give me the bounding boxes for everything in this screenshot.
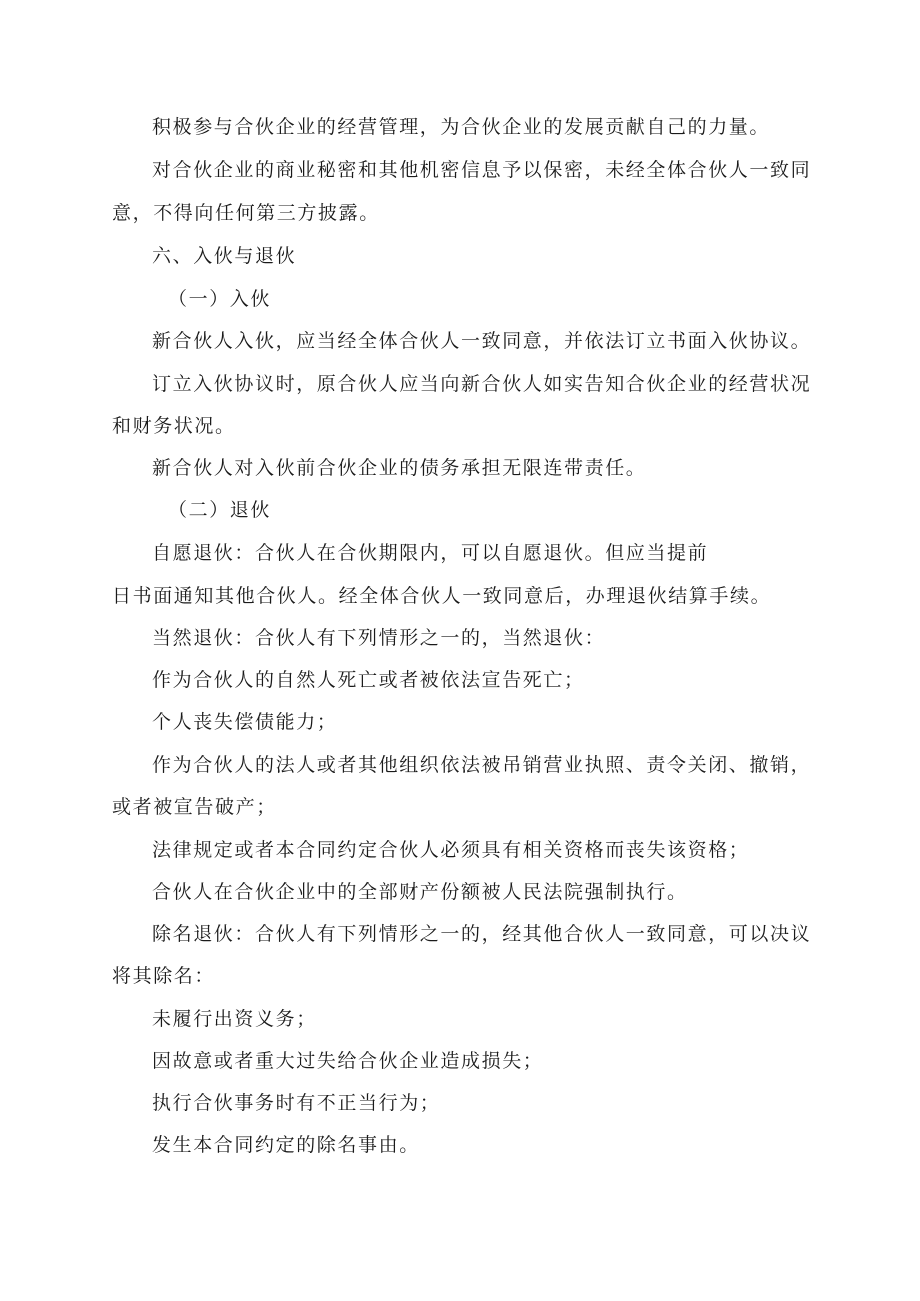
paragraph-line: 合伙人在合伙企业中的全部财产份额被人民法院强制执行。 bbox=[152, 881, 688, 903]
paragraph-line: 作为合伙人的自然人死亡或者被依法宣告死亡； bbox=[152, 669, 585, 691]
subsection-heading: （一）入伙 bbox=[168, 288, 272, 310]
paragraph-line: 积极参与合伙企业的经营管理，为合伙企业的发展贡献自己的力量。 bbox=[152, 116, 771, 138]
paragraph-line: 自愿退伙：合伙人在合伙期限内，可以自愿退伙。但应当提前 bbox=[152, 542, 709, 564]
paragraph-line: 个人丧失偿债能力； bbox=[152, 711, 338, 733]
paragraph-line: 因故意或者重大过失给合伙企业造成损失； bbox=[152, 1050, 544, 1072]
paragraph-line: 订立入伙协议时，原合伙人应当向新合伙人如实告知合伙企业的经营状况 bbox=[152, 373, 812, 395]
paragraph-line: 意，不得向任何第三方披露。 bbox=[112, 202, 380, 224]
paragraph-line: 当然退伙：合伙人有下列情形之一的，当然退伙： bbox=[152, 627, 606, 649]
paragraph-line: 作为合伙人的法人或者其他组织依法被吊销营业执照、责令关闭、撤销， bbox=[152, 754, 812, 776]
paragraph-line: 执行合伙事务时有不正当行为； bbox=[152, 1092, 441, 1114]
section-heading: 六、入伙与退伙 bbox=[152, 245, 297, 267]
paragraph-line: 新合伙人入伙，应当经全体合伙人一致同意，并依法订立书面入伙协议。 bbox=[152, 330, 812, 352]
paragraph-line: 除名退伙：合伙人有下列情形之一的，经其他合伙人一致同意，可以决议 bbox=[152, 923, 812, 945]
paragraph-line: 发生本合同约定的除名事由。 bbox=[152, 1134, 420, 1156]
paragraph-line: 对合伙企业的商业秘密和其他机密信息予以保密，未经全体合伙人一致同 bbox=[152, 159, 812, 181]
subsection-heading: （二）退伙 bbox=[168, 499, 272, 521]
paragraph-line: 日书面通知其他合伙人。经全体合伙人一致同意后，办理退伙结算手续。 bbox=[112, 585, 772, 607]
paragraph-line: 法律规定或者本合同约定合伙人必须具有相关资格而丧失该资格； bbox=[152, 839, 750, 861]
paragraph-line: 未履行出资义务； bbox=[152, 1008, 317, 1030]
paragraph-line: 新合伙人对入伙前合伙企业的债务承担无限连带责任。 bbox=[152, 457, 647, 479]
paragraph-line: 将其除名： bbox=[112, 965, 216, 987]
paragraph-line: 或者被宣告破产； bbox=[112, 796, 277, 818]
paragraph-line: 和财务状况。 bbox=[112, 415, 236, 437]
